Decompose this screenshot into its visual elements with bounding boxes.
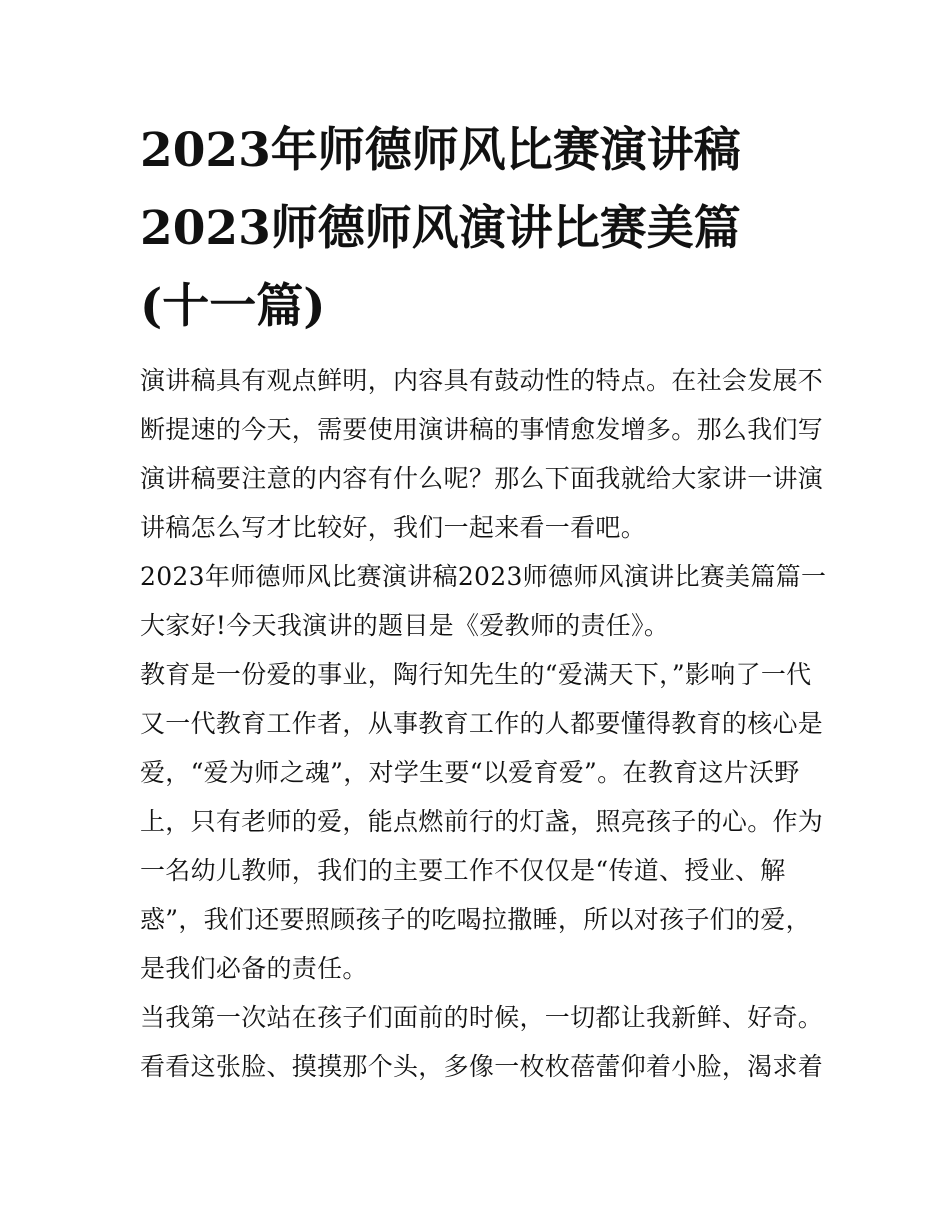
body-line: 当我第一次站在孩子们面前的时候，一切都让我新鲜、好奇。 [140,1003,824,1032]
body-line: 断提速的今天，需要使用演讲稿的事情愈发增多。那么我们写 [140,415,824,444]
body-line: 一名幼儿教师，我们的主要工作不仅仅是“传道、授业、解 [140,856,786,885]
body-line: 是我们必备的责任。 [140,954,368,983]
title-line-2: 2023师德师风演讲比赛美篇 [140,201,741,256]
document-body [140,356,827,1091]
body-line: 演讲稿要注意的内容有什么呢？那么下面我就给大家讲一讲演 [140,464,824,493]
body-line: 大家好!今天我演讲的题目是《爱教师的责任》。 [140,611,670,640]
body-line: 又一代教育工作者，从事教育工作的人都要懂得教育的核心是 [140,709,824,738]
document-title [140,112,840,346]
body-line: 看看这张脸、摸摸那个头，多像一枚枚蓓蕾仰着小脸，渴求着 [140,1052,824,1081]
title-line-3: (十一篇) [140,279,326,334]
body-line: 上，只有老师的爱，能点燃前行的灯盏，照亮孩子的心。作为 [140,807,824,836]
body-line: 教育是一份爱的事业，陶行知先生的“爱满天下，”影响了一代 [140,660,812,689]
body-line: 讲稿怎么写才比较好，我们一起来看一看吧。 [140,513,647,542]
body-line: 演讲稿具有观点鲜明，内容具有鼓动性的特点。在社会发展不 [140,366,824,395]
title-line-1: 2023年师德师风比赛演讲稿 [140,123,741,178]
section-heading-line: 2023年师德师风比赛演讲稿2023师德师风演讲比赛美篇篇一 [140,562,827,591]
body-line: 惑”，我们还要照顾孩子的吃喝拉撒睡，所以对孩子们的爱， [140,905,811,934]
body-line: 爱，“爱为师之魂”，对学生要“以爱育爱”。在教育这片沃野 [140,758,800,787]
